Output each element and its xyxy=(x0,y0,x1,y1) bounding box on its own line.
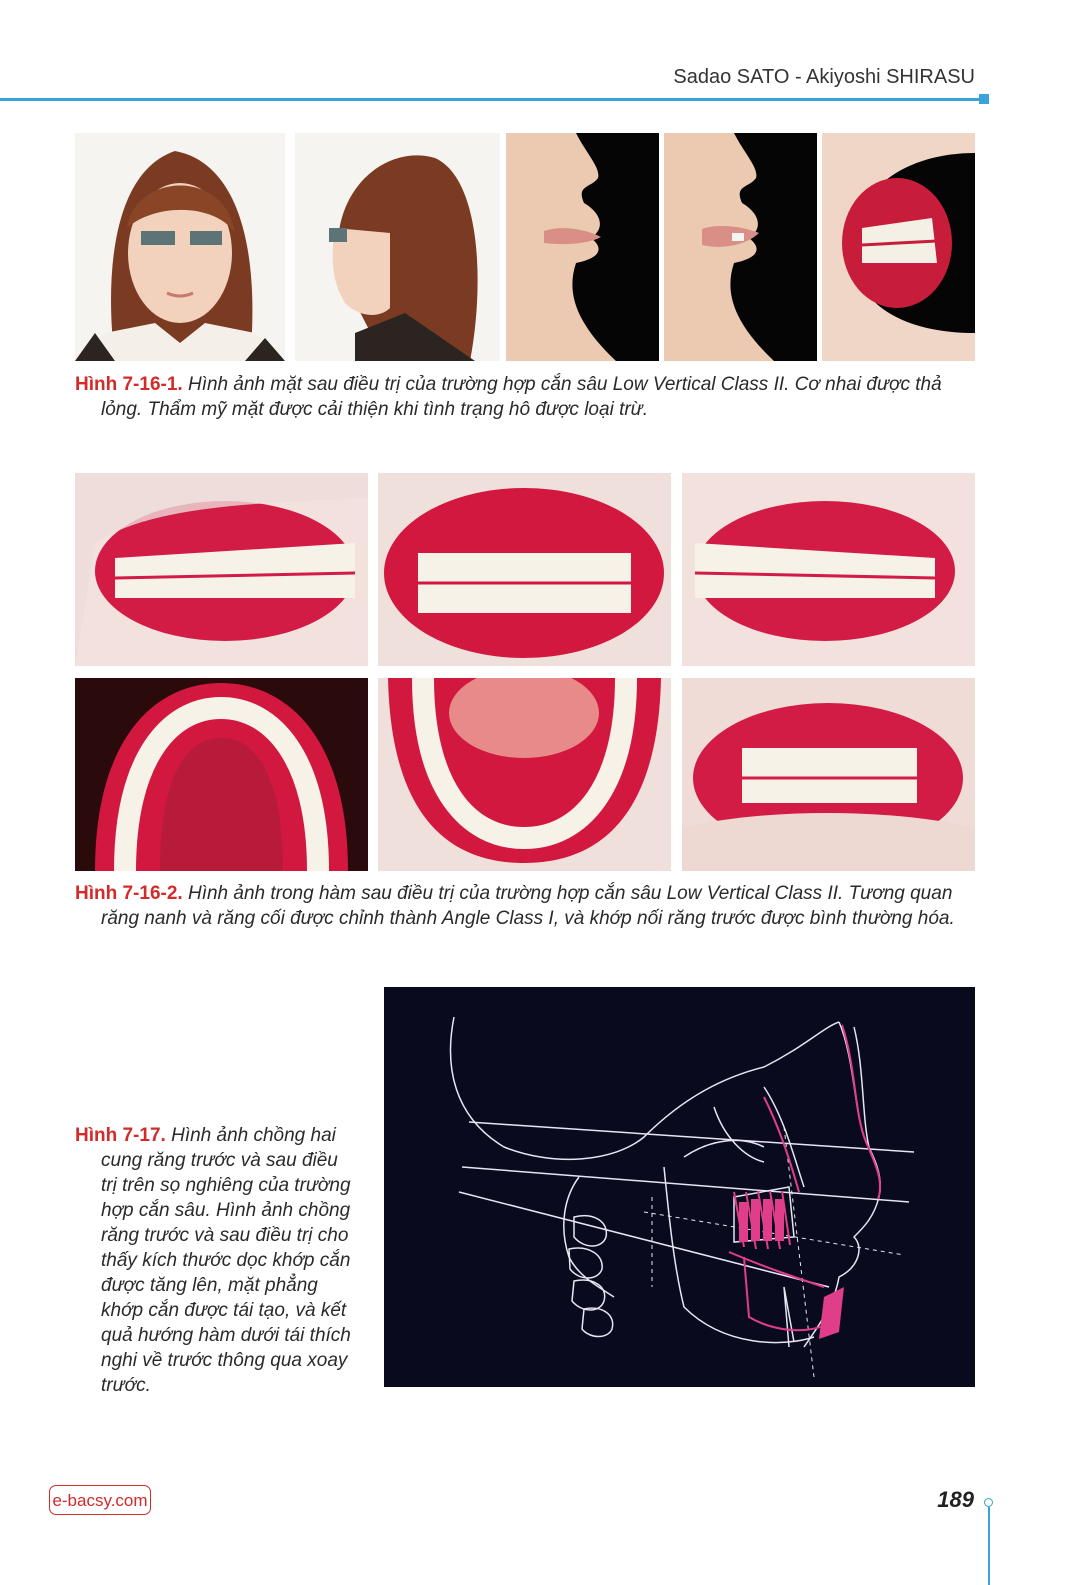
photo-lips-profile-1 xyxy=(506,133,659,361)
caption-text: răng trước và sau điều trị cho xyxy=(101,1225,349,1246)
photo-occlusion-side xyxy=(822,133,975,361)
site-badge[interactable]: e-bacsy.com xyxy=(49,1485,151,1515)
header-rule xyxy=(0,98,985,101)
caption-text: quả hướng hàm dưới tái thích xyxy=(101,1325,351,1346)
caption-text: răng nanh và răng cối được chỉnh thành Angle Class I, và khớp nối răng trước được bình thường hóa. xyxy=(101,908,955,929)
header-square xyxy=(979,94,989,104)
footer-line xyxy=(988,1507,990,1585)
photo-anterior-closeup xyxy=(682,678,975,871)
fig-label: Hình 7-16-2. xyxy=(75,883,183,904)
caption-text: được tăng lên, mặt phẳng xyxy=(101,1275,318,1296)
header-author: Sadao SATO - Akiyoshi SHIRASU xyxy=(673,66,975,88)
caption-text: Hình ảnh trong hàm sau điều trị của trường hợp cắn sâu Low Vertical Class II. Tương quan xyxy=(182,883,953,904)
fig-label: Hình 7-16-1. xyxy=(75,374,183,395)
footer-dot xyxy=(984,1498,993,1507)
caption-text: hợp cắn sâu. Hình ảnh chồng xyxy=(101,1200,351,1221)
caption-text: trước. xyxy=(101,1375,151,1396)
caption-fig-7-17 xyxy=(75,1123,367,1398)
caption-text: thấy kích thước dọc khớp cắn xyxy=(101,1250,351,1271)
cephalometric-tracing xyxy=(384,987,975,1387)
caption-text: lỏng. Thẩm mỹ mặt được cải thiện khi tình trạng hô được loại trừ. xyxy=(101,399,648,420)
photo-upper-occlusal xyxy=(75,678,368,871)
caption-text: trị trên sọ nghiêng của trường xyxy=(101,1175,351,1196)
caption-text: Hình ảnh mặt sau điều trị của trường hợp cắn sâu Low Vertical Class II. Cơ nhai được thả xyxy=(182,374,942,395)
photo-intraoral-frontal xyxy=(378,473,671,666)
caption-text: nghi về trước thông qua xoay xyxy=(101,1350,348,1371)
photo-intraoral-left xyxy=(682,473,975,666)
photo-lips-profile-2 xyxy=(664,133,817,361)
photo-face-profile xyxy=(295,133,500,361)
caption-text: cung răng trước và sau điều xyxy=(101,1150,338,1171)
caption-text: Hình ảnh chồng hai xyxy=(165,1125,336,1146)
caption-fig-7-16-1 xyxy=(75,372,980,422)
photo-intraoral-right xyxy=(75,473,368,666)
fig-label: Hình 7-17. xyxy=(75,1125,166,1146)
photo-lower-occlusal xyxy=(378,678,671,871)
page-number: 189 xyxy=(937,1487,974,1512)
photo-face-frontal xyxy=(75,133,285,361)
caption-text: khớp cắn được tái tạo, và kết xyxy=(101,1300,347,1321)
caption-fig-7-16-2 xyxy=(75,881,985,931)
